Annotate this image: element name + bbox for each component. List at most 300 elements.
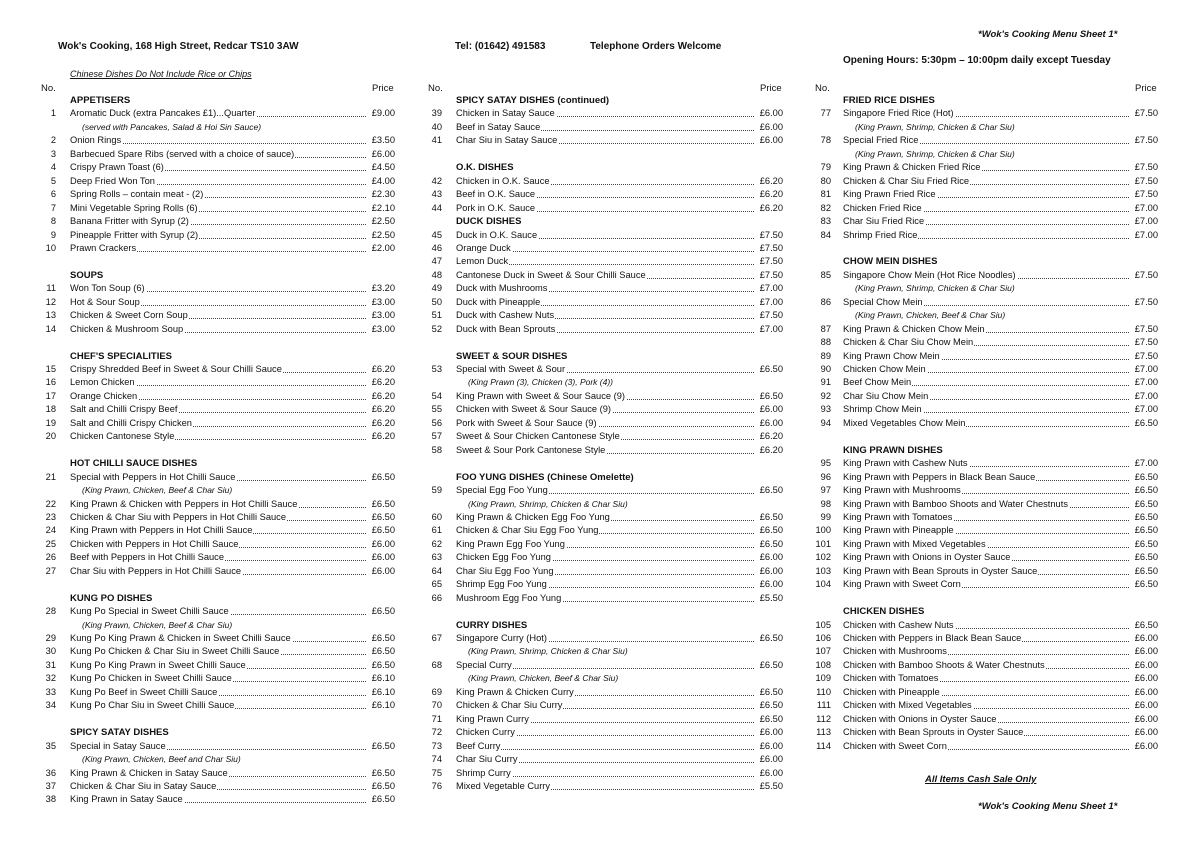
item-number: 44 — [431, 202, 442, 213]
item-name-cell — [843, 578, 1129, 592]
item-number: 80 — [820, 175, 831, 186]
item-number: 69 — [431, 686, 442, 697]
item-name-cell — [843, 215, 1129, 229]
item-number: 6 — [50, 189, 56, 200]
item-name: Kung Po Beef in Sweet Chilli Sauce — [70, 686, 218, 697]
item-price: £2.10 — [371, 202, 395, 213]
item-price: £6.00 — [759, 404, 783, 415]
item-name-cell — [843, 471, 1129, 485]
item-number: 114 — [816, 740, 831, 751]
item-number: 9 — [50, 229, 56, 240]
item-number: 29 — [45, 633, 56, 643]
item-price: £7.50 — [1134, 323, 1158, 334]
col2-no-header: No. — [428, 83, 443, 94]
item-name: Pork in O.K. Sauce — [456, 202, 536, 213]
item-number: 43 — [431, 189, 442, 200]
item-price: £6.50 — [1134, 417, 1158, 428]
item-price: £6.50 — [371, 659, 395, 670]
item-number: 37 — [45, 780, 56, 791]
section-title: O.K. DISHES — [456, 162, 514, 174]
item-price: £6.00 — [1134, 740, 1158, 751]
menu-item — [0, 134, 1200, 148]
item-number: 39 — [431, 108, 442, 119]
restaurant-address: Wok's Cooking, 168 High Street, Redcar TS10 3AW — [58, 41, 299, 52]
item-name: Chicken & Char Siu Fried Rice — [843, 175, 970, 186]
item-number: 36 — [45, 767, 56, 778]
item-name: Singapore Fried Rice (Hot) — [843, 108, 954, 119]
item-price: £6.00 — [759, 552, 783, 563]
item-number: 97 — [820, 485, 831, 496]
item-name: Chicken Egg Foo Yung — [456, 552, 551, 563]
item-note-text: (King Prawn, Chicken, Beef & Char Siu) — [82, 485, 233, 496]
item-name-cell — [843, 376, 1129, 390]
item-price: £6.00 — [1134, 673, 1158, 684]
item-price: £6.50 — [371, 471, 395, 482]
item-name: Spring Rolls – contain meat - (2) — [70, 189, 204, 200]
item-name: King Prawn in Satay Sauce — [70, 794, 183, 805]
item-price: £7.00 — [759, 296, 783, 307]
item-number: 19 — [45, 417, 56, 428]
item-name-cell — [843, 511, 1129, 525]
item-price: £6.00 — [759, 417, 783, 428]
item-price: £6.00 — [759, 767, 783, 778]
item-price: £6.50 — [759, 485, 783, 496]
item-name: Pork with Sweet & Sour Sauce (9) — [456, 417, 597, 428]
telephone-number: Tel: (01642) 491583 — [455, 41, 546, 52]
item-price: £7.50 — [759, 242, 783, 253]
item-name: Chicken with Peppers in Black Bean Sauce — [843, 633, 1022, 643]
item-number: 34 — [45, 700, 56, 711]
item-price: £7.00 — [1134, 364, 1158, 374]
section-heading — [0, 94, 1200, 108]
item-name: Kung Po Char Siu in Sweet Chilli Sauce — [70, 700, 235, 711]
item-note-text: (King Prawn, Shrimp, Chicken & Char Siu) — [468, 646, 628, 657]
section-title: CHICKEN DISHES — [843, 606, 925, 618]
item-name: Chicken with Sweet Corn — [843, 740, 947, 751]
item-number: 51 — [431, 310, 442, 321]
rice-chips-disclaimer: Chinese Dishes Do Not Include Rice or Chips — [70, 69, 252, 79]
item-name: Aromatic Duck (extra Pancakes £1)...Quarter — [70, 108, 256, 119]
item-name: Hot & Sour Soup — [70, 296, 140, 307]
item-name-cell — [70, 793, 366, 807]
item-name: Char Siu Curry — [456, 754, 518, 765]
item-number: 63 — [431, 552, 442, 563]
item-name-cell — [843, 726, 1129, 740]
item-number: 72 — [431, 727, 442, 738]
item-name-cell — [843, 417, 1129, 431]
item-number: 87 — [820, 323, 831, 334]
item-name: Duck in O.K. Sauce — [456, 229, 538, 240]
item-name-cell — [843, 175, 1129, 189]
item-note-text: (King Prawn, Chicken, Beef & Char Siu) — [468, 673, 619, 684]
item-name: Salt and Chilli Crispy Chicken — [70, 417, 192, 428]
item-number: 35 — [45, 740, 56, 751]
item-name: Chicken & Mushroom Soup — [70, 323, 184, 334]
item-name: Chicken Cantonese Style — [70, 431, 175, 442]
item-number: 107 — [815, 646, 831, 657]
item-name: Chicken & Char Siu Curry — [456, 700, 563, 711]
item-price: £5.50 — [759, 780, 783, 791]
item-name-cell — [843, 296, 1129, 310]
item-name: Chicken with Onions in Oyster Sauce — [843, 713, 997, 724]
item-number: 70 — [431, 700, 442, 711]
item-price: £7.50 — [759, 256, 783, 267]
item-name: Chicken Curry — [456, 727, 515, 738]
item-number: 91 — [820, 377, 831, 388]
item-number: 113 — [816, 727, 831, 738]
item-number: 66 — [431, 592, 442, 603]
item-price: £6.10 — [371, 673, 395, 684]
item-number: 81 — [820, 189, 831, 200]
item-note-text: (King Prawn, Shrimp, Chicken & Char Siu) — [468, 498, 628, 509]
item-name: Beef in O.K. Sauce — [456, 189, 536, 200]
item-price: £7.00 — [1134, 216, 1158, 227]
item-name: King Prawn with Peppers in Hot Chilli Sauce — [70, 525, 253, 536]
item-price: £6.00 — [759, 579, 783, 590]
item-price: £6.50 — [759, 713, 783, 724]
item-name: King Prawn & Chicken Egg Foo Yung — [456, 511, 610, 522]
item-name-cell — [456, 430, 754, 444]
item-name: Chicken & Char Siu with Peppers in Hot Chilli Sauce — [70, 511, 286, 522]
item-name-cell — [843, 632, 1129, 646]
item-name: King Prawn Egg Foo Yung — [456, 538, 565, 549]
item-name-cell — [843, 134, 1129, 148]
item-number: 13 — [45, 310, 56, 321]
item-price: £6.50 — [1134, 498, 1158, 509]
item-name-cell — [843, 390, 1129, 404]
menu-item — [0, 484, 1200, 498]
item-number: 99 — [820, 511, 831, 522]
item-number: 84 — [820, 229, 831, 240]
item-number: 48 — [431, 269, 442, 280]
item-name: King Prawn & Chicken Chow Mein — [843, 323, 985, 334]
item-name: Lemon Duck — [456, 256, 509, 267]
item-number: 45 — [431, 229, 442, 240]
item-number: 109 — [815, 673, 831, 684]
item-name: King Prawn with Cashew Nuts — [843, 458, 968, 469]
menu-item — [0, 175, 1200, 189]
item-name: Special Curry — [456, 659, 512, 670]
item-number: 57 — [431, 431, 442, 442]
item-number: 77 — [820, 108, 831, 119]
item-number: 61 — [431, 525, 442, 536]
item-price: £7.00 — [759, 283, 783, 294]
item-note-text: (King Prawn, Chicken, Beef & Char Siu) — [855, 310, 1006, 321]
item-price: £6.00 — [759, 754, 783, 765]
item-number: 49 — [431, 283, 442, 294]
item-name: Shrimp Egg Foo Yung — [456, 579, 547, 590]
item-number: 38 — [45, 794, 56, 805]
item-name-cell — [843, 363, 1129, 377]
item-number: 105 — [815, 619, 831, 630]
item-price: £6.50 — [371, 633, 395, 643]
item-name: Chicken in Satay Sauce — [456, 108, 555, 119]
item-price: £6.50 — [371, 767, 395, 778]
item-name: Orange Chicken — [70, 390, 138, 401]
item-name: Duck with Pineapple — [456, 296, 541, 307]
menu-item — [0, 578, 1200, 592]
menu-item — [0, 430, 1200, 444]
item-number: 22 — [45, 498, 56, 509]
item-name: Shrimp Curry — [456, 767, 511, 778]
item-price: £7.00 — [1134, 202, 1158, 213]
section-title: CURRY DISHES — [456, 619, 528, 631]
item-number: 112 — [816, 713, 831, 724]
item-number: 93 — [820, 404, 831, 415]
item-price: £7.50 — [1134, 350, 1158, 361]
item-price: £6.10 — [371, 700, 395, 711]
item-price: £6.00 — [1134, 727, 1158, 738]
item-number: 111 — [816, 700, 831, 711]
item-price: £6.00 — [371, 148, 395, 159]
item-name: Singapore Chow Mein (Hot Rice Noodles) — [843, 269, 1016, 280]
item-price: £2.50 — [371, 229, 395, 240]
item-price: £3.00 — [371, 296, 395, 307]
menu-item — [0, 457, 1200, 471]
item-number: 12 — [45, 296, 56, 307]
item-name-cell — [843, 740, 1129, 754]
item-price: £6.20 — [759, 431, 783, 442]
item-name: Chicken Chow Mein — [843, 364, 926, 374]
item-name-cell — [843, 336, 1129, 350]
item-number: 64 — [431, 565, 442, 576]
item-name: King Prawn & Chicken in Satay Sauce — [70, 767, 228, 778]
item-name-cell — [843, 551, 1129, 565]
item-number: 8 — [50, 216, 56, 227]
col2-price-header: Price — [760, 83, 782, 94]
item-number: 24 — [45, 525, 56, 536]
item-name: Sweet & Sour Chicken Cantonese Style — [456, 431, 620, 442]
item-number: 96 — [820, 471, 831, 482]
item-name: Char Siu Chow Mein — [843, 390, 929, 401]
item-price: £6.50 — [759, 686, 783, 697]
item-name: Salt and Chilli Crispy Beef — [70, 404, 178, 415]
menu-item — [0, 161, 1200, 175]
item-number: 2 — [50, 135, 56, 146]
item-name: King Prawn & Chicken Fried Rice — [843, 162, 981, 173]
col1-price-header: Price — [372, 83, 394, 94]
item-note-text: (King Prawn, Shrimp, Chicken & Char Siu) — [855, 148, 1015, 159]
item-number: 90 — [820, 364, 831, 374]
item-number: 89 — [820, 350, 831, 361]
item-price: £6.50 — [371, 511, 395, 522]
item-name: Mixed Vegetable Curry — [456, 780, 551, 791]
menu-item — [0, 619, 1200, 633]
item-price: £6.50 — [1134, 552, 1158, 563]
item-name: Shrimp Fried Rice — [843, 229, 918, 240]
item-price: £6.50 — [1134, 565, 1158, 576]
item-price: £2.30 — [371, 189, 395, 200]
item-name-cell — [456, 780, 754, 794]
item-number: 88 — [820, 337, 831, 348]
item-name: Mixed Vegetables Chow Mein — [843, 417, 966, 428]
section-title: SPICY SATAY DISHES — [70, 727, 169, 739]
item-price: £6.00 — [1134, 659, 1158, 670]
opening-hours: Opening Hours: 5:30pm – 10:00pm daily except Tuesday — [843, 55, 1111, 66]
item-name-cell — [843, 484, 1129, 498]
item-number: 102 — [815, 552, 831, 563]
item-number: 47 — [431, 256, 442, 267]
section-title: KING PRAWN DISHES — [843, 444, 943, 456]
item-name: Special Egg Foo Yung — [456, 485, 548, 496]
item-price: £7.50 — [1134, 175, 1158, 186]
item-number: 79 — [820, 162, 831, 173]
item-name: Beef Curry — [456, 740, 501, 751]
item-number: 5 — [50, 175, 56, 186]
item-number: 42 — [431, 175, 442, 186]
item-name-cell — [843, 619, 1129, 633]
item-name-cell — [843, 323, 1129, 337]
menu-item — [0, 592, 1200, 606]
menu-item — [0, 753, 1200, 767]
item-number: 30 — [45, 646, 56, 657]
item-price: £6.00 — [371, 538, 395, 549]
item-price: £6.50 — [759, 659, 783, 670]
item-name: Onion Rings — [70, 135, 122, 146]
item-price: £6.50 — [371, 740, 395, 751]
item-price: £7.50 — [1134, 337, 1158, 348]
item-name: Chicken with Pineapple — [843, 686, 940, 697]
item-price: £6.00 — [759, 121, 783, 132]
item-price: £3.50 — [371, 135, 395, 146]
item-note — [0, 121, 1200, 135]
item-name: King Prawn & Chicken with Peppers in Hot Chilli Sauce — [70, 498, 298, 509]
item-name: Mushroom Egg Foo Yung — [456, 592, 562, 603]
item-name: Chicken in O.K. Sauce — [456, 175, 550, 186]
section-title: SPICY SATAY DISHES (continued) — [456, 95, 610, 106]
item-name: King Prawn with Peppers in Black Bean Sauce — [843, 471, 1036, 482]
item-name: Char Siu with Peppers in Hot Chilli Sauce — [70, 565, 242, 576]
item-number: 18 — [45, 404, 56, 415]
item-name-cell — [843, 645, 1129, 659]
col3-no-header: No. — [815, 83, 830, 94]
item-name-cell — [843, 202, 1129, 216]
item-price: £6.50 — [371, 498, 395, 509]
item-price: £6.20 — [759, 444, 783, 455]
item-note-text: (King Prawn, Shrimp, Chicken & Char Siu) — [855, 121, 1015, 132]
item-name: Chicken Fried Rice — [843, 202, 922, 213]
item-name: Chicken with Peppers in Hot Chilli Sauce — [70, 538, 239, 549]
sheet-label-top: *Wok's Cooking Menu Sheet 1* — [978, 29, 1118, 40]
item-number: 67 — [431, 633, 442, 643]
item-name-cell — [843, 538, 1129, 552]
item-number: 10 — [45, 242, 56, 253]
item-name-cell — [843, 524, 1129, 538]
item-price: £6.00 — [759, 740, 783, 751]
item-price: £7.00 — [1134, 377, 1158, 388]
item-price: £6.10 — [371, 686, 395, 697]
item-price: £7.50 — [759, 269, 783, 280]
item-price: £3.20 — [371, 283, 395, 294]
item-number: 82 — [820, 202, 831, 213]
item-name: Special with Peppers in Hot Chilli Sauce — [70, 471, 236, 482]
item-price: £6.50 — [759, 700, 783, 711]
item-price: £6.00 — [371, 552, 395, 563]
item-number: 25 — [45, 538, 56, 549]
item-number: 31 — [45, 659, 56, 670]
item-price: £6.00 — [759, 135, 783, 146]
item-note — [0, 282, 1200, 296]
item-price: £6.00 — [1134, 633, 1158, 643]
item-number: 83 — [820, 216, 831, 227]
item-name: Chicken with Mixed Vegetables — [843, 700, 972, 711]
item-price: £6.20 — [759, 175, 783, 186]
item-name-cell — [456, 592, 754, 606]
item-price: £6.50 — [1134, 471, 1158, 482]
item-name-cell — [843, 107, 1129, 121]
item-price: £6.20 — [759, 189, 783, 200]
item-number: 86 — [820, 296, 831, 307]
item-price: £3.00 — [371, 310, 395, 321]
item-price: £6.50 — [759, 364, 783, 374]
item-price: £6.50 — [371, 525, 395, 536]
item-name: Kung Po Special in Sweet Chilli Sauce — [70, 606, 229, 617]
item-number: 15 — [45, 364, 56, 374]
item-name: King Prawn Chow Mein — [843, 350, 940, 361]
item-name: Deep Fried Won Ton — [70, 175, 155, 186]
item-name: Beef with Peppers in Hot Chilli Sauce — [70, 552, 224, 563]
item-name: King Prawn with Onions in Oyster Sauce — [843, 552, 1011, 563]
item-number: 59 — [431, 485, 442, 496]
item-number: 32 — [45, 673, 56, 684]
item-price: £6.50 — [371, 646, 395, 657]
menu-item — [0, 350, 1200, 364]
item-name-cell — [456, 753, 754, 767]
section-title: SOUPS — [70, 269, 104, 281]
item-price: £6.20 — [371, 417, 395, 428]
telephone-orders-note: Telephone Orders Welcome — [590, 41, 722, 52]
item-price: £6.50 — [371, 794, 395, 805]
item-name-cell — [456, 767, 754, 781]
item-price: £7.00 — [1134, 404, 1158, 415]
item-price: £7.50 — [759, 229, 783, 240]
item-number: 78 — [820, 135, 831, 146]
item-price: £6.00 — [759, 565, 783, 576]
item-name: Duck with Mushrooms — [456, 283, 548, 294]
item-name: Char Siu in Satay Sauce — [456, 135, 558, 146]
item-name: Singapore Curry (Hot) — [456, 633, 547, 643]
item-price: £6.50 — [1134, 538, 1158, 549]
item-price: £6.50 — [759, 525, 783, 536]
item-number: 100 — [815, 525, 831, 536]
section-title: DUCK DISHES — [456, 216, 522, 228]
item-price: £2.50 — [371, 216, 395, 227]
item-price: £6.50 — [371, 780, 395, 791]
item-number: 7 — [50, 202, 56, 213]
section-title: KUNG PO DISHES — [70, 592, 153, 604]
item-price: £7.00 — [1134, 229, 1158, 240]
item-number: 1 — [50, 108, 56, 119]
item-number: 110 — [816, 686, 831, 697]
item-number: 74 — [431, 754, 442, 765]
item-price: £7.50 — [1134, 162, 1158, 173]
item-price: £6.20 — [371, 364, 395, 374]
item-name-cell — [843, 229, 1129, 243]
item-number: 52 — [431, 323, 442, 334]
item-name: King Prawn with Tomatoes — [843, 511, 953, 522]
item-price: £7.50 — [1134, 189, 1158, 200]
item-name-cell — [843, 659, 1129, 673]
item-name: Chicken & Char Siu in Satay Sauce — [70, 780, 217, 791]
item-number: 94 — [820, 417, 831, 428]
item-name: King Prawn with Sweet & Sour Sauce (9) — [456, 390, 625, 401]
item-name-cell — [843, 686, 1129, 700]
section-title: APPETISERS — [70, 95, 131, 106]
item-number: 101 — [815, 538, 831, 549]
item-name-cell — [843, 457, 1129, 471]
item-number: 106 — [815, 633, 831, 643]
item-number: 26 — [45, 552, 56, 563]
